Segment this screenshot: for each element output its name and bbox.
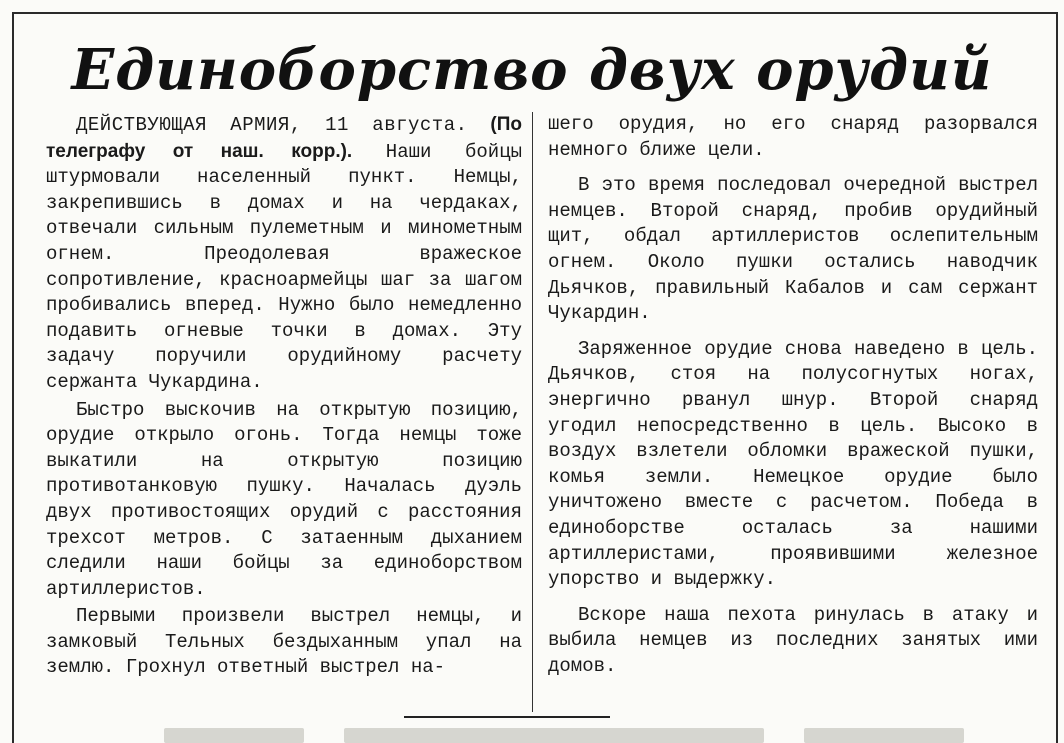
next-article-fragment xyxy=(14,728,1056,743)
article-paragraph: Быстро выскочив на открытую позицию, орудие открыло огонь. Тогда немцы тоже выкатили на открытую позицию противотанковую пушку. Началась дуэль двух противостоящих орудий с расстояния трехсот метров. С затаенным дыханием следили наши бойцы за единоборством артиллеристов. xyxy=(46,398,522,600)
top-border-rule xyxy=(14,12,1056,14)
article-column-left xyxy=(46,112,522,683)
right-border-rule xyxy=(1056,12,1058,743)
column-divider xyxy=(532,112,533,712)
article-paragraph: Первыми произвели выстрел немцы, и замковый Тельных бездыханным упал на землю. Грохнул ответный выстрел на- xyxy=(46,605,522,679)
paragraph-text: Наши бойцы штурмовали населенный пункт. Немцы, закрепившись в домах и на чердаках, отвечали сильным пулеметным и минометным огнем. Преодолевая вражеское сопротивление, красноармейцы шаг за шагом пробивались вперед. Нужно было немедленно подавить огневые точки в домах. Эту задачу поручили орудийному расчету сержанта Чукардина. xyxy=(46,140,522,393)
article-paragraph: В это время последовал очередной выстрел немцев. Второй снаряд, пробив орудийный щит, обдал артиллеристов ослепительным огнем. Около пушки остались наводчик Дьячков, правильный Кабалов и сам сержант Чукардин. xyxy=(548,174,1038,325)
article-paragraph-continuation: шего орудия, но его снаряд разорвался немного ближе цели. xyxy=(548,113,1038,161)
article-paragraph: Заряженное орудие снова наведено в цель. Дьячков, стоя на полусогнутых ногах, энергично рванул шнур. Второй снаряд угодил непосредственно в цель. Высоко в воздух взлетели обломки вражеской пушки, комья земли. Немецкое орудие было уничтожено вместе с расчетом. Победа в единоборстве осталась за нашими артиллеристами, проявившими железное упорство и выдержку. xyxy=(548,337,1038,591)
article-paragraph: Вскоре наша пехота ринулась в атаку и выбила немцев из последних занятых ими домов. xyxy=(548,603,1038,677)
dateline: ДЕЙСТВУЮЩАЯ АРМИЯ, 11 августа. xyxy=(76,114,468,136)
article-paragraph xyxy=(46,112,522,396)
source-credit: (По телеграфу от наш. корр.). xyxy=(46,114,522,162)
article-column-right xyxy=(548,112,1038,689)
left-border-rule xyxy=(12,12,14,743)
article-end-rule xyxy=(404,716,610,718)
article-headline: Единоборство двух орудий xyxy=(71,37,993,103)
